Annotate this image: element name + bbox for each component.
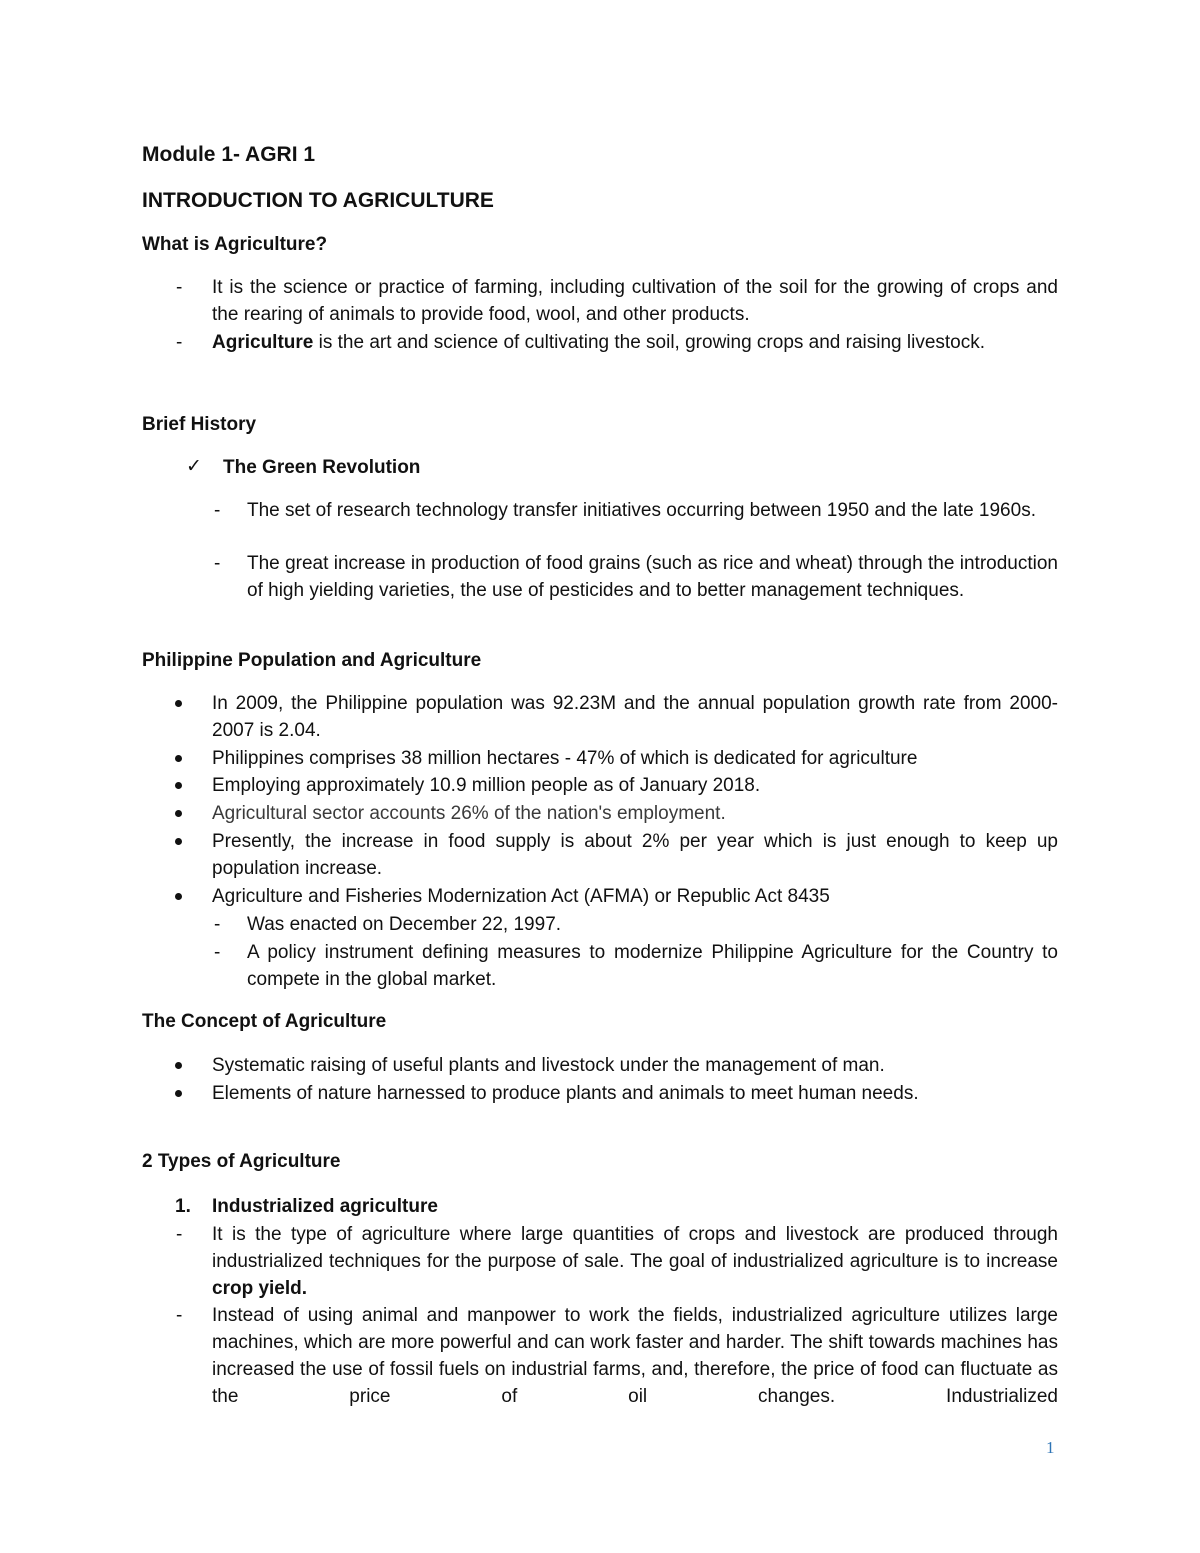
dash-marker: - (176, 1305, 183, 1326)
page-number: 1 (1046, 1438, 1055, 1457)
afma-sub-item-2: A policy instrument defining measures to modernize Philippine Agriculture for the Country to compete in the global market. (247, 942, 1058, 990)
history-item-1: The set of research technology transfer initiatives occurring between 1950 and the late 1960s. (247, 500, 1036, 521)
bullet-icon (175, 893, 182, 900)
history-item-2: The great increase in production of food grains (such as rice and wheat) through the introduction of high yielding varieties, the use of pesticides and to better management techniques. (247, 553, 1058, 601)
bullet-icon (175, 755, 182, 762)
population-bullet-6: Agriculture and Fisheries Modernization Act (AFMA) or Republic Act 8435 (212, 886, 830, 907)
agriculture-term: Agriculture (212, 332, 314, 353)
crop-yield-term: crop yield. (212, 1278, 308, 1299)
afma-sub-item-1: Was enacted on December 22, 1997. (247, 914, 562, 935)
dash-marker: - (214, 942, 221, 963)
agriculture-definition: is the art and science of cultivating the soil, growing crops and raising livestock. (313, 332, 986, 353)
dash-marker: - (176, 332, 183, 353)
industrialized-item-1-text: It is the type of agriculture where large quantities of crops and livestock are produced through industrialized techniques for the purpose of sale. The goal of industrialized agriculture is to increase (212, 1224, 1058, 1272)
industrialized-item-2: Instead of using animal and manpower to work the fields, industrialized agriculture utilizes large machines, which are more powerful and can work faster and harder. The shift towards machines has increased the use of fossil fuels on industrial farms, and, therefore, the price of food can fluctuate as the price of oil changes. Industrialized (212, 1305, 1058, 1407)
population-bullet-1: In 2009, the Philippine population was 92.23M and the annual population growth rate from 2000-2007 is 2.04. (212, 693, 1058, 741)
what-is-item-1: It is the science or practice of farming, including cultivation of the soil for the growing of crops and the rearing of animals to provide food, wool, and other products. (212, 277, 1058, 325)
dash-marker: - (214, 553, 221, 574)
bullet-icon (175, 838, 182, 845)
concept-bullet-1: Systematic raising of useful plants and livestock under the management of man. (212, 1055, 885, 1076)
population-bullet-3: Employing approximately 10.9 million people as of January 2018. (212, 775, 761, 796)
types-heading: 2 Types of Agriculture (142, 1151, 341, 1172)
concept-bullet-2: Elements of nature harnessed to produce plants and animals to meet human needs. (212, 1083, 919, 1104)
main-title: INTRODUCTION TO AGRICULTURE (142, 189, 494, 212)
brief-history-heading: Brief History (142, 414, 257, 435)
dash-marker: - (214, 500, 221, 521)
bullet-icon (175, 782, 182, 789)
module-title: Module 1- AGRI 1 (142, 143, 316, 166)
dash-marker: - (176, 1224, 183, 1245)
checkmark-icon: ✓ (186, 456, 202, 477)
population-bullet-2: Philippines comprises 38 million hectares - 47% of which is dedicated for agriculture (212, 748, 918, 769)
population-bullet-4: Agricultural sector accounts 26% of the nation's employment. (212, 803, 726, 824)
green-revolution-heading: The Green Revolution (223, 457, 421, 478)
bullet-icon (175, 700, 182, 707)
population-bullet-5: Presently, the increase in food supply is about 2% per year which is just enough to keep up population increase. (212, 831, 1058, 879)
dash-marker: - (176, 277, 183, 298)
concept-heading: The Concept of Agriculture (142, 1011, 387, 1032)
industrialized-item-1 (212, 1221, 1058, 1302)
list-number: 1. (175, 1196, 191, 1217)
bullet-icon (175, 1090, 182, 1097)
what-is-item-2 (212, 329, 1058, 356)
dash-marker: - (214, 914, 221, 935)
industrialized-heading: Industrialized agriculture (212, 1196, 438, 1217)
population-heading: Philippine Population and Agriculture (142, 650, 482, 671)
what-is-heading: What is Agriculture? (142, 234, 328, 255)
bullet-icon (175, 1062, 182, 1069)
bullet-icon (175, 810, 182, 817)
